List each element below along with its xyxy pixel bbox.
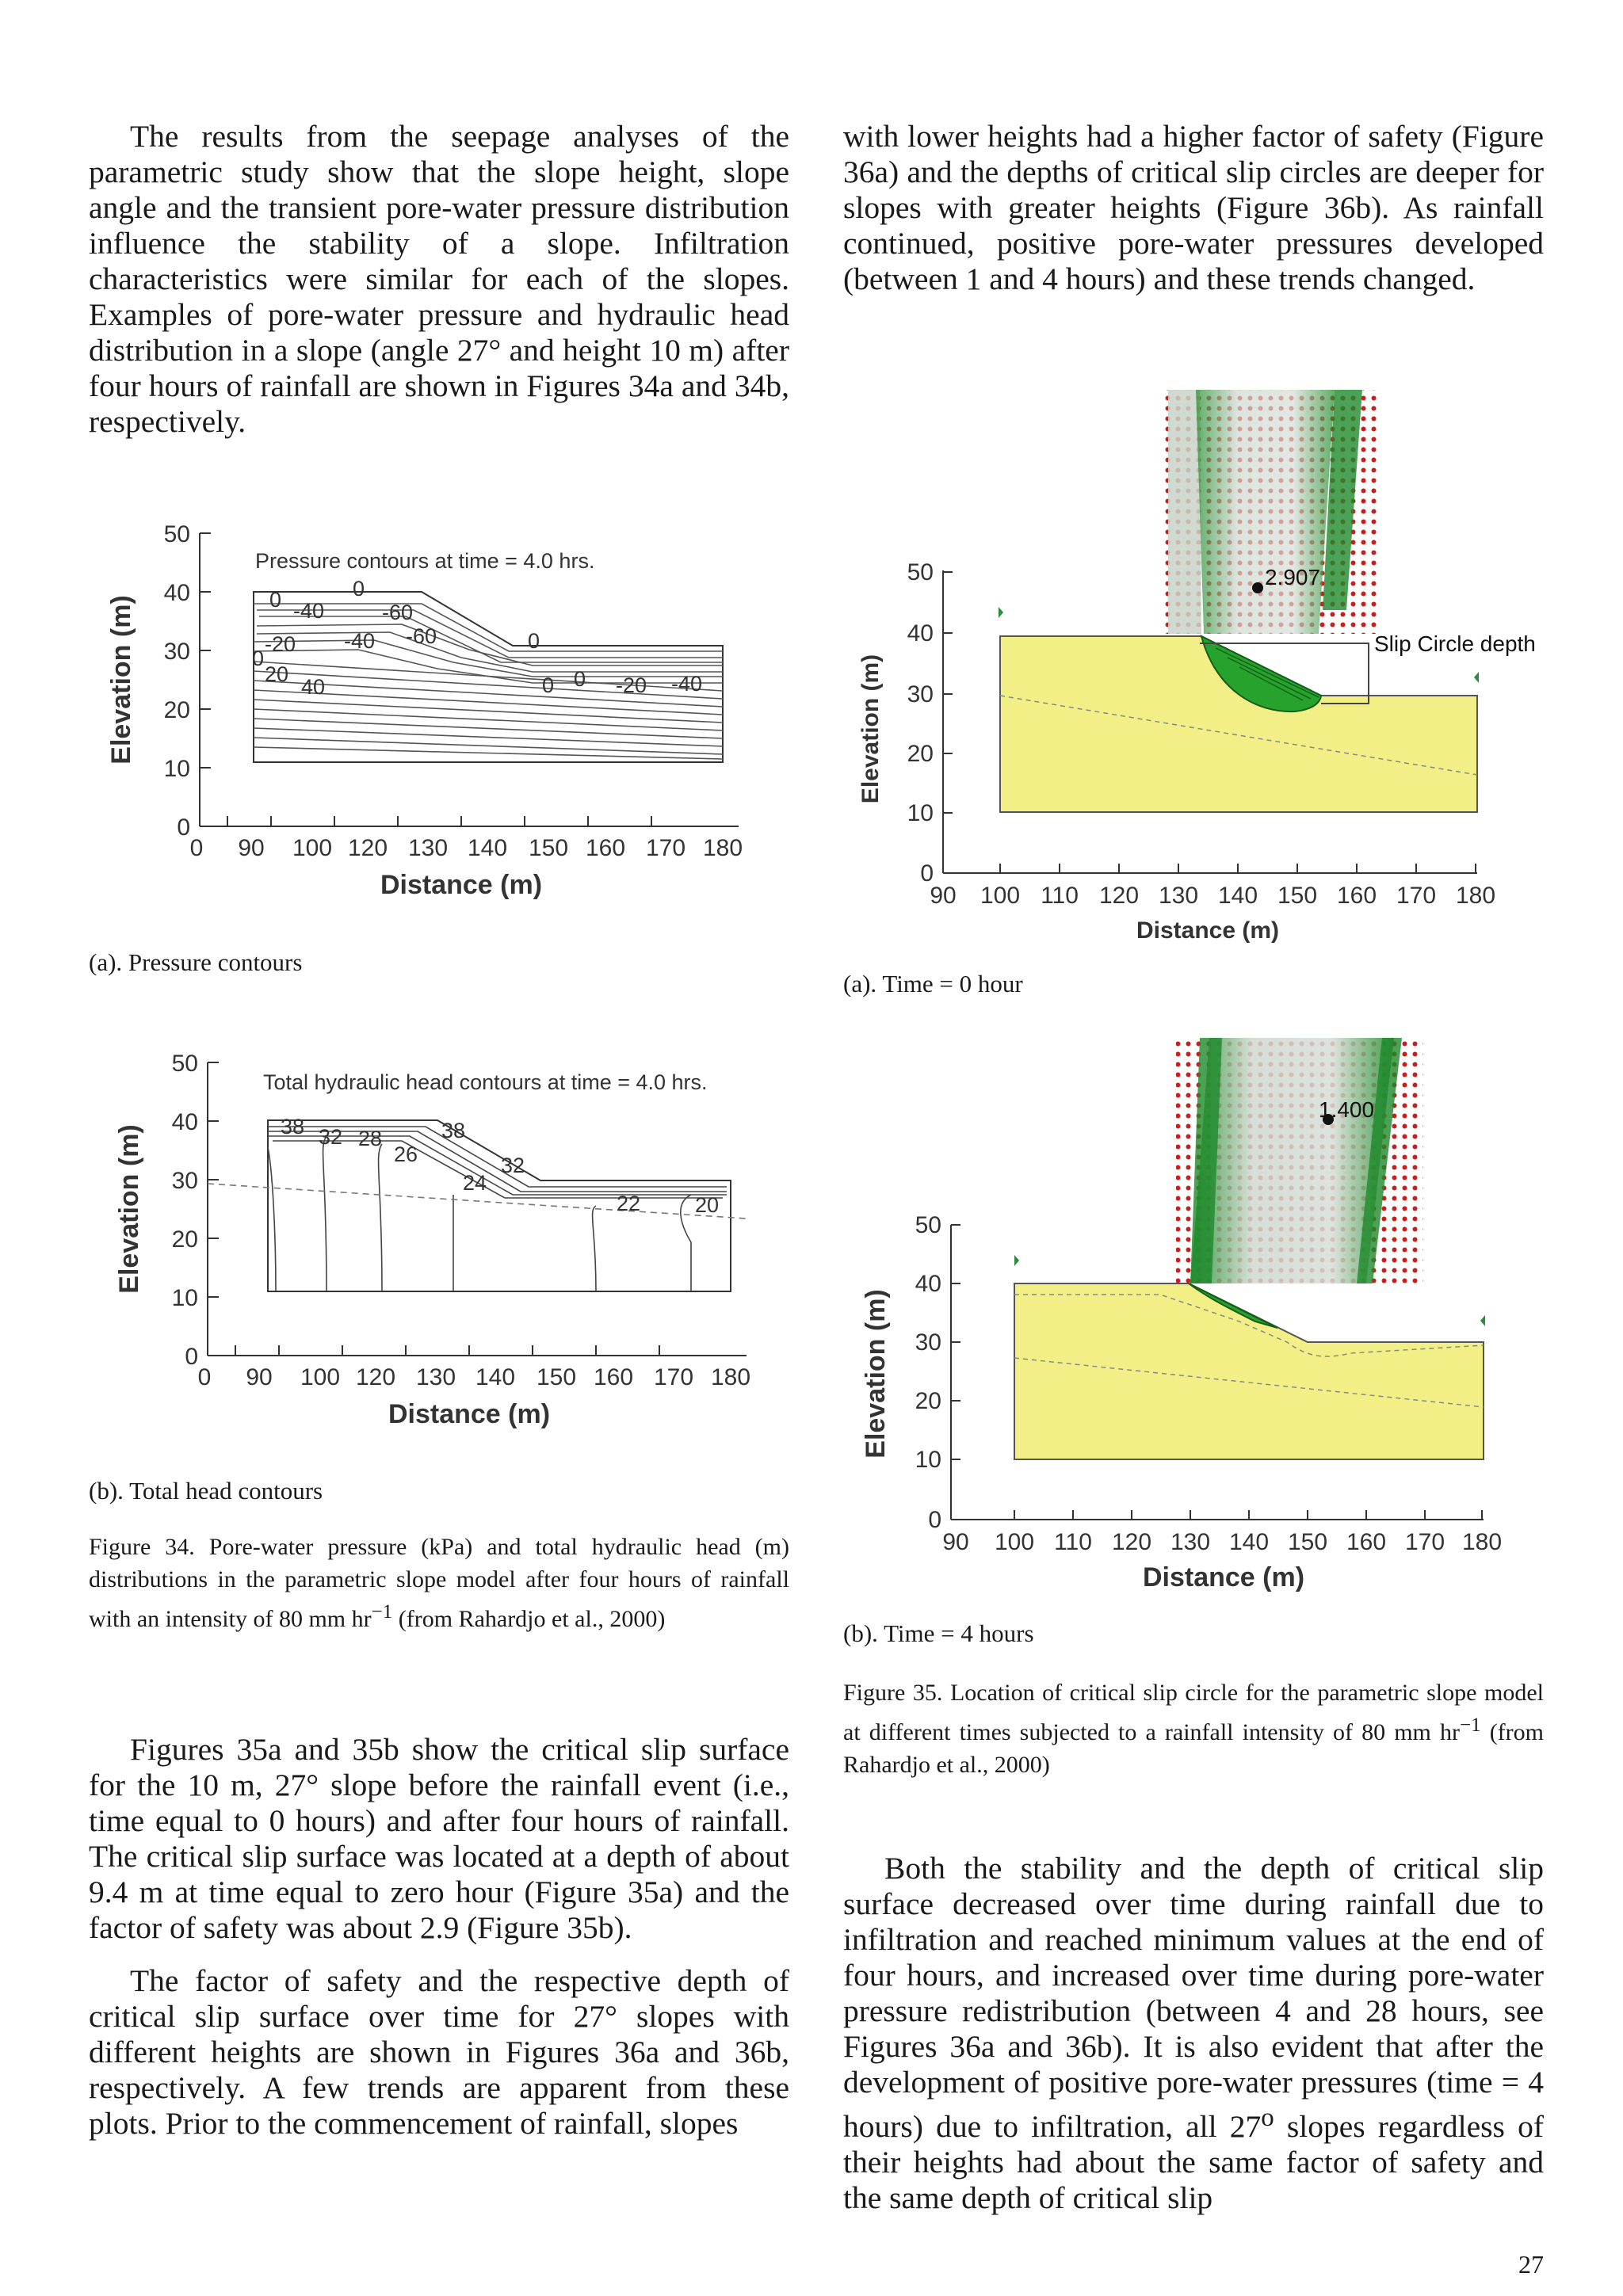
fig34a-ytick: 20 [163, 697, 190, 723]
fig34a-contour-label: 0 [528, 629, 540, 653]
fig34a-xtick: 140 [467, 835, 508, 861]
fig34a-contour-label: -60 [406, 624, 437, 648]
fig34b-ytick: 10 [171, 1285, 198, 1311]
figure-34a [89, 507, 789, 919]
fig34b-title: Total hydraulic head contours at time = 4.0 hrs. [263, 1070, 708, 1094]
fig35a-fos: 2.907 [1265, 565, 1321, 589]
fig34a-xtick: 150 [528, 835, 569, 861]
fig34a-contour-label: 0 [574, 667, 586, 691]
fig35b-fos: 1.400 [1319, 1097, 1375, 1122]
fig34b-ytick: 20 [171, 1226, 198, 1253]
fig35a-xtick: 160 [1336, 883, 1377, 909]
page-number: 27 [1518, 2250, 1544, 2279]
fig34b-contour-label: 26 [394, 1142, 418, 1166]
fig34b-contour-label: 32 [501, 1154, 525, 1177]
fig35b-xtick: 150 [1287, 1529, 1328, 1555]
fig35a-xtick: 150 [1277, 883, 1318, 909]
fig34a-ytick: 30 [163, 639, 190, 665]
fig35a-ytick: 20 [907, 741, 934, 767]
left-column [89, 119, 789, 440]
fig34b-contour-label: 38 [441, 1119, 466, 1142]
fig34-caption-text: Figure 34. Pore-water pressure (kPa) and total hydraulic head (m) distributions in the parametric slope model after four hours of rainfall with an intensity of 80 mm hr [89, 1534, 789, 1632]
left-column-lower [89, 1732, 789, 2142]
fig34b-contour-label: 38 [281, 1115, 305, 1138]
fig35b-xtick: 130 [1170, 1529, 1211, 1555]
fig34a-ytick: 50 [163, 521, 190, 547]
fig35a-yticks [907, 559, 953, 887]
figure-35a [843, 372, 1544, 959]
figure-34b-plot [89, 1036, 789, 1448]
fig34a-contour-label: -20 [265, 632, 296, 656]
fig34a-xticks [190, 816, 743, 861]
fig35a-annotation: Slip Circle depth [1374, 631, 1536, 656]
figure-35a-plot [843, 372, 1544, 959]
fig35-caption-sup: −1 [1459, 1714, 1481, 1736]
right-paragraph-2 [843, 1851, 1544, 2216]
fig34a-xtick: 100 [292, 835, 333, 861]
fig34b-xtick: 180 [710, 1364, 751, 1390]
fig35a-xtick: 180 [1455, 883, 1496, 909]
fig34a-ytick: 10 [163, 756, 190, 782]
fig34a-contour-label: 0 [252, 646, 265, 670]
fig35a-xtick: 120 [1098, 883, 1140, 909]
fig34a-contour-label: -40 [293, 599, 325, 623]
fig34b-ytick: 50 [171, 1051, 198, 1077]
fig34b-contour-labels [281, 1115, 719, 1217]
fig35a-ytick: 40 [907, 620, 934, 646]
fig34b-contour-label: 20 [695, 1193, 720, 1217]
fig35a-ytick: 0 [920, 860, 934, 887]
fig35b-caption: (b). Time = 4 hours [843, 1619, 1034, 1647]
fig34a-contour-label: -60 [382, 601, 414, 624]
fig35a-xtick: 110 [1041, 883, 1079, 909]
right-paragraph-2-sup: o [1261, 2103, 1274, 2132]
fig34b-contour-label: 32 [319, 1125, 343, 1149]
fig34a-xtick: 180 [702, 835, 743, 861]
fig35b-ytick: 10 [915, 1447, 941, 1473]
left-paragraph-2: Figures 35a and 35b show the critical slip surface for the 10 m, 27° slope before the rainfall event (i.e., time equal to 0 hours) and after four hours of rainfall. The critical slip surface was located at a depth of about 9.4 m at time equal to zero hour (Figure 35a) and the factor of safety was about 2.9 (Figure 35b). [89, 1732, 789, 1945]
left-paragraph-3: The factor of safety and the respective depth of critical slip surface over time for 27° slopes with different heights are shown in Figures 36a and 36b, respectively. A few trends are apparent from these plots. Prior to the commencement of rainfall, slopes [89, 1963, 789, 2141]
fig35b-yticks [915, 1212, 960, 1533]
fig34a-xtick: 0 [189, 835, 204, 861]
figure-34b [89, 1036, 789, 1448]
fig34b-ylabel: Elevation (m) [114, 1124, 144, 1294]
fig34a-title: Pressure contours at time = 4.0 hrs. [255, 549, 595, 573]
fig35a-xlabel: Distance (m) [1136, 917, 1280, 944]
fig34a-contour-label: 0 [269, 588, 282, 612]
fig34a-contour-label: 40 [301, 675, 326, 699]
fig34a-ylabel: Elevation (m) [106, 595, 136, 765]
fig34a-xtick: 160 [585, 835, 626, 861]
fig35a-xtick: 170 [1396, 883, 1437, 909]
fig34b-xtick: 150 [536, 1364, 577, 1390]
right-paragraph-1: with lower heights had a higher factor of safety (Figure 36a) and the depths of critical slip circles are deeper for slopes with greater heights (Figure 36b). As rainfall continued, positive pore-water pressures developed (between 1 and 4 hours) and these trends changed. [843, 119, 1544, 296]
fig34a-contour-labels [252, 577, 702, 699]
fig35b-xtick: 160 [1346, 1529, 1387, 1555]
fig34b-contours [208, 1127, 747, 1291]
fig35b-ytick: 40 [915, 1271, 941, 1297]
fig35a-xtick: 130 [1158, 883, 1199, 909]
fig34a-contour-label: -40 [344, 629, 376, 653]
fig34b-xtick: 120 [355, 1364, 396, 1390]
fig34-caption [89, 1531, 789, 1635]
fig34b-contour-label: 28 [358, 1127, 383, 1150]
fig34a-xtick: 90 [238, 835, 265, 861]
fig35a-ytick: 50 [907, 559, 934, 585]
right-paragraph-2-text: Both the stability and the depth of critical slip surface decreased over time during rainfall due to infiltration and reached minimum values at the end of four hours, and increased over time during pore-water pressure redistribution (between 4 and 28 hours, see Figures 36a and 36b). It is also evident that after the development of positive pore-water pressures (time = 4 hours) due to infiltration, all 27 [843, 1851, 1544, 2145]
fig35b-xticks [942, 1510, 1502, 1555]
figure-34a-plot [89, 507, 789, 919]
fig34b-xtick: 140 [475, 1364, 516, 1390]
fig35b-xtick: 170 [1404, 1529, 1445, 1555]
fig35-caption-tail: (from Rahardjo et al., 2000) [843, 1719, 1544, 1778]
fig35a-ytick: 10 [907, 800, 934, 826]
fig35b-xtick: 180 [1461, 1529, 1503, 1555]
fig34a-caption: (a). Pressure contours [89, 948, 303, 976]
fig34b-xticks [198, 1345, 750, 1390]
fig34b-ytick: 0 [185, 1344, 198, 1370]
fig34b-ytick: 40 [171, 1109, 198, 1135]
fig35b-xtick: 120 [1111, 1529, 1152, 1555]
fig34b-xtick: 100 [300, 1364, 341, 1390]
fig34b-xtick: 160 [593, 1364, 634, 1390]
fig35b-xtick: 110 [1054, 1529, 1092, 1555]
fig34b-yticks [172, 1051, 219, 1370]
figure-35b-plot [843, 1028, 1544, 1599]
right-column-lower [843, 1851, 1544, 2216]
fig34a-contour-label: -40 [671, 672, 703, 696]
fig35a-ytick: 30 [907, 681, 934, 707]
fig34a-xtick: 120 [347, 835, 388, 861]
right-column [843, 119, 1544, 297]
fig34a-xlabel: Distance (m) [380, 870, 543, 900]
fig34a-contour-label: 0 [353, 577, 365, 601]
fig34a-contour-label: 0 [542, 673, 555, 697]
fig34b-caption: (b). Total head contours [89, 1477, 323, 1505]
fig35a-xticks [930, 864, 1495, 909]
fig35b-xtick: 90 [942, 1529, 969, 1555]
fig34b-xtick: 170 [653, 1364, 694, 1390]
fig35b-ylabel: Elevation (m) [861, 1289, 891, 1459]
fig34b-xtick: 90 [246, 1364, 273, 1390]
right-paragraph-2-tail: slopes regardless of their heights had about the same factor of safety and the same depth of critical slip [843, 2109, 1544, 2216]
fig35b-ytick: 30 [915, 1329, 941, 1356]
fig34b-xtick: 0 [197, 1364, 212, 1390]
fig34a-yticks [164, 521, 211, 841]
fig34a-contour-label: 20 [265, 662, 289, 686]
fig34-caption-tail: (from Rahardjo et al., 2000) [392, 1606, 666, 1632]
fig34b-contour-label: 22 [617, 1192, 641, 1215]
fig34-caption-sup: −1 [371, 1601, 393, 1623]
fig35a-xtick: 100 [980, 883, 1021, 909]
fig34b-contour-label: 24 [463, 1171, 487, 1195]
fig34a-xtick: 170 [645, 835, 686, 861]
fig35b-ytick: 50 [915, 1212, 941, 1238]
fig35a-xtick: 90 [930, 883, 957, 909]
fig35a-xtick: 140 [1217, 883, 1258, 909]
fig35-caption [843, 1676, 1544, 1781]
fig35b-xtick: 100 [994, 1529, 1035, 1555]
fig34a-xtick: 130 [407, 835, 449, 861]
fig35b-ytick: 20 [915, 1388, 941, 1414]
fig34b-xtick: 130 [415, 1364, 456, 1390]
fig35b-xlabel: Distance (m) [1142, 1562, 1305, 1592]
fig35b-xtick: 140 [1228, 1529, 1270, 1555]
fig34a-contour-label: -20 [616, 673, 647, 697]
left-paragraph-1: The results from the seepage analyses of the parametric study show that the slope height, slope angle and the transient pore-water pressure distribution influence the stability of a slope. Infiltration characteristics were similar for each of the slopes. Examples of pore-water pressure and hydraulic head distribution in a slope (angle 27° and height 10 m) after four hours of rainfall are shown in Figures 34a and 34b, respectively. [89, 119, 789, 439]
fig34b-ytick: 30 [171, 1168, 198, 1194]
figure-35b [843, 1028, 1544, 1599]
fig34a-ytick: 40 [163, 580, 190, 606]
fig35a-ylabel: Elevation (m) [857, 654, 884, 804]
fig35b-ytick: 0 [928, 1507, 941, 1533]
fig34b-xlabel: Distance (m) [388, 1399, 551, 1429]
fig35-caption-text: Figure 35. Location of critical slip circle for the parametric slope model at different times subjected to a rainfall intensity of 80 mm hr [843, 1680, 1544, 1745]
fig35a-caption: (a). Time = 0 hour [843, 970, 1023, 997]
fig34a-ytick: 0 [177, 814, 190, 841]
